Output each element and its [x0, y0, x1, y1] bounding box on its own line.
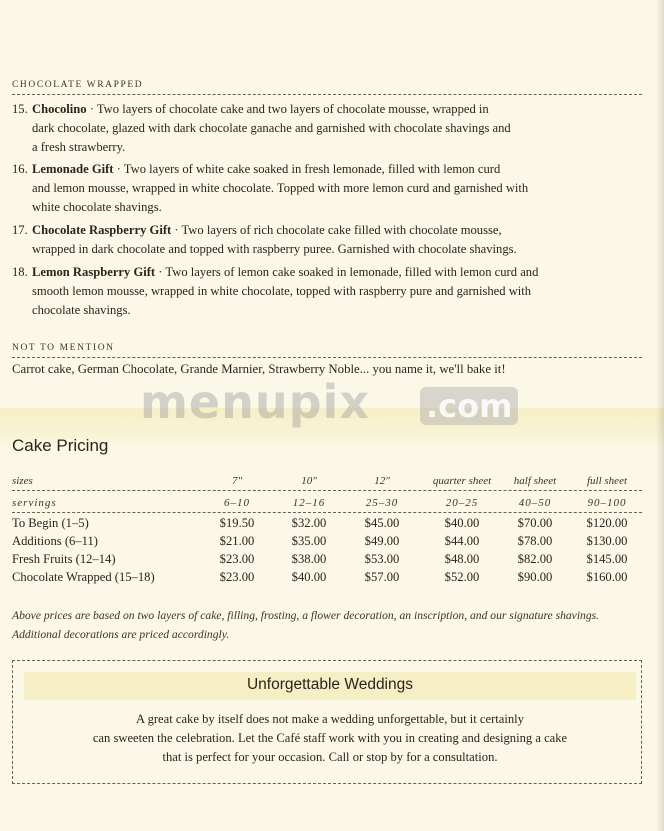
servings-value: 20–25 — [445, 497, 479, 509]
item-desc: chocolate shavings. — [32, 303, 131, 317]
price-cell: $82.00 — [517, 552, 553, 566]
weddings-line: that is perfect for your occasion. Call or stop by for a consultation. — [162, 750, 498, 764]
weddings-line: A great cake by itself does not make a wedding unforgettable, but it certainly — [136, 712, 524, 726]
item-name: Lemon Raspberry Gift — [32, 265, 156, 279]
price-row — [12, 534, 642, 552]
watermark-logo: menupix — [140, 375, 370, 429]
weddings-text — [60, 710, 600, 767]
item-number: 17. — [12, 223, 28, 237]
price-cell: $90.00 — [517, 570, 553, 584]
item-desc: dark chocolate, glazed with dark chocolate ganache and garnished with chocolate shavings and — [32, 121, 511, 135]
item-desc: a fresh strawberry. — [32, 140, 126, 154]
price-row — [12, 570, 642, 588]
servings-value: 40–50 — [518, 497, 552, 509]
menu-item-17 — [12, 221, 642, 259]
chocolate-wrapped-heading: CHOCOLATE WRAPPED — [12, 80, 642, 95]
item-number: 16. — [12, 162, 28, 176]
disclaimer-line: Above prices are based on two layers of cake, filling, frosting, a flower decoration, an inscription, and our signature shavings. — [12, 609, 600, 622]
price-cell: $49.00 — [364, 534, 400, 548]
price-cell: $160.00 — [586, 570, 628, 584]
item-desc: · Two layers of chocolate cake and two layers of chocolate mousse, wrapped in — [89, 102, 489, 116]
price-cell: $130.00 — [586, 534, 628, 548]
disclaimer-line: Additional decorations are priced accordingly. — [12, 628, 230, 641]
pricing-title: Cake Pricing — [12, 436, 109, 455]
size-header: 7" — [231, 475, 243, 487]
price-cell: $53.00 — [364, 552, 400, 566]
size-header: half sheet — [513, 475, 557, 487]
servings-row — [12, 497, 642, 513]
item-desc: smooth lemon mousse, wrapped in white chocolate, topped with raspberry pure and garnished with — [32, 284, 532, 298]
menu-item-16 — [12, 160, 642, 217]
size-header: quarter sheet — [432, 475, 492, 487]
sizes-label: sizes — [12, 475, 33, 487]
price-row — [12, 516, 642, 534]
size-header: full sheet — [586, 475, 628, 487]
watermark-suffix: .com — [420, 387, 518, 425]
size-header: 12" — [374, 475, 390, 487]
item-desc: · Two layers of white cake soaked in fresh lemonade, filled with lemon curd — [116, 162, 501, 176]
price-cell: $120.00 — [586, 516, 628, 530]
price-cell: $52.00 — [444, 570, 480, 584]
item-number: 15. — [12, 102, 28, 116]
item-name: Chocolate Raspberry Gift — [32, 223, 172, 237]
item-desc: white chocolate shavings. — [32, 200, 162, 214]
item-desc: and lemon mousse, wrapped in white chocolate. Topped with more lemon curd and garnished with — [32, 181, 529, 195]
item-name: Chocolino — [32, 102, 87, 116]
price-cell: $70.00 — [517, 516, 553, 530]
servings-value: 25–30 — [365, 497, 399, 509]
price-cell: $19.50 — [219, 516, 255, 530]
price-cell: $44.00 — [444, 534, 480, 548]
item-number: 18. — [12, 265, 28, 279]
item-desc: wrapped in dark chocolate and topped with raspberry puree. Garnished with chocolate shavings. — [32, 242, 517, 256]
weddings-line: can sweeten the celebration. Let the Café staff work with you in creating and designing a cake — [92, 731, 568, 745]
item-name: Lemonade Gift — [32, 162, 114, 176]
servings-value: 6–10 — [224, 497, 250, 509]
price-row-label: To Begin (1–5) — [12, 516, 89, 530]
menu-item-15 — [12, 100, 642, 157]
price-cell: $21.00 — [219, 534, 255, 548]
sizes-header-row — [12, 475, 642, 491]
price-cell: $40.00 — [291, 570, 327, 584]
size-header: 10" — [301, 475, 317, 487]
price-cell: $40.00 — [444, 516, 480, 530]
weddings-title: Unforgettable Weddings — [246, 676, 413, 693]
price-cell: $32.00 — [291, 516, 327, 530]
price-cell: $145.00 — [586, 552, 628, 566]
servings-value: 90–100 — [587, 497, 627, 509]
item-desc: · Two layers of rich chocolate cake filled with chocolate mousse, — [174, 223, 502, 237]
price-cell: $78.00 — [517, 534, 553, 548]
servings-value: 12–16 — [292, 497, 326, 509]
page-edge-shadow — [656, 0, 664, 831]
price-cell: $23.00 — [219, 570, 255, 584]
price-row-label: Chocolate Wrapped (15–18) — [12, 570, 155, 584]
price-row — [12, 552, 642, 570]
servings-label: servings — [12, 497, 57, 509]
not-to-mention-text: Carrot cake, German Chocolate, Grande Marnier, Strawberry Noble... you name it, we'll bake it! — [12, 362, 506, 376]
not-to-mention-heading: NOT TO MENTION — [12, 343, 642, 358]
price-cell: $45.00 — [364, 516, 400, 530]
price-cell: $48.00 — [444, 552, 480, 566]
price-row-label: Additions (6–11) — [12, 534, 98, 548]
price-cell: $38.00 — [291, 552, 327, 566]
price-cell: $23.00 — [219, 552, 255, 566]
menu-item-18 — [12, 263, 642, 320]
price-cell: $57.00 — [364, 570, 400, 584]
price-cell: $35.00 — [291, 534, 327, 548]
item-desc: · Two layers of lemon cake soaked in lemonade, filled with lemon curd and — [158, 265, 539, 279]
pricing-disclaimer — [12, 606, 652, 644]
price-row-label: Fresh Fruits (12–14) — [12, 552, 116, 566]
